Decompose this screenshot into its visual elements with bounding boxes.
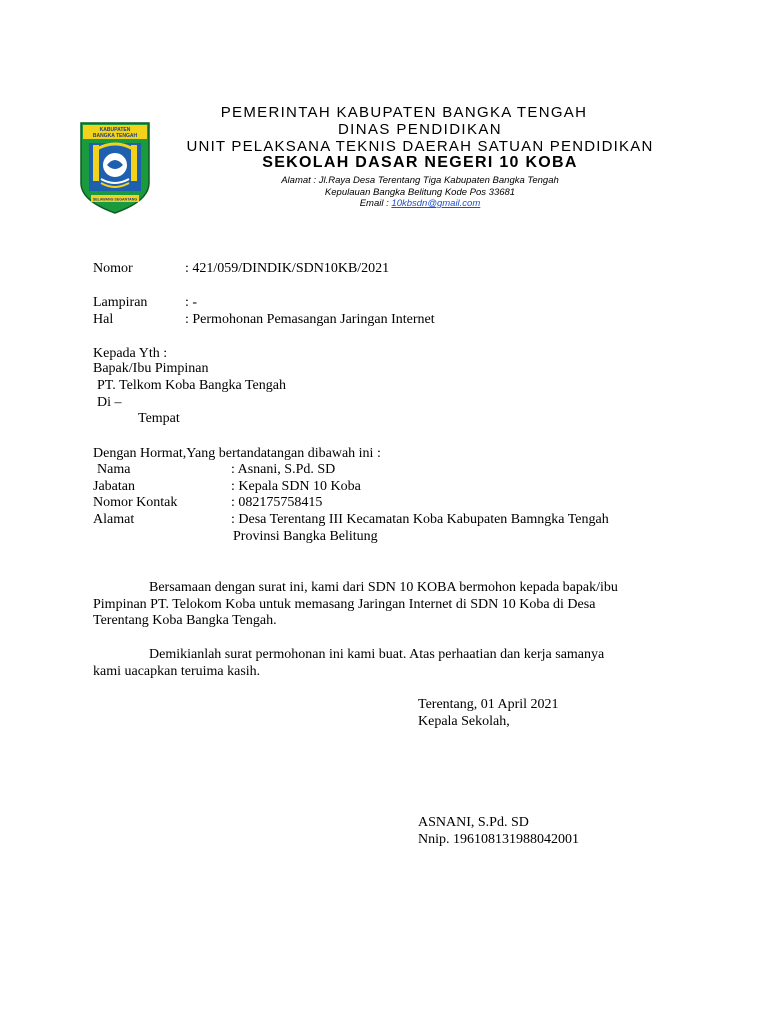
kop-line-3: UNIT PELAKSANA TEKNIS DAERAH SATUAN PENDIDIKAN [186, 138, 654, 155]
paragraph-1-line-3: Terentang Koba Bangka Tengah. [93, 613, 277, 628]
paragraph-1-line-2: Pimpinan PT. Telokom Koba untuk memasang Jaringan Internet di SDN 10 Koba di Desa [93, 597, 596, 612]
lampiran-value: : - [185, 295, 198, 310]
identity-label-kontak: Nomor Kontak [93, 495, 178, 510]
identity-label-alamat: Alamat [93, 512, 135, 527]
identity-label-jabatan: Jabatan [93, 479, 135, 494]
identity-value-kontak: : 082175758415 [231, 495, 323, 510]
place-date: Terentang, 01 April 2021 [418, 697, 559, 712]
email-label: Email : [359, 198, 392, 209]
nomor-value: : 421/059/DINDIK/SDN10KB/2021 [185, 261, 390, 276]
identity-address-cont: Provinsi Bangka Belitung [233, 529, 378, 544]
paragraph-2-line-2: kami uacapkan teruima kasih. [93, 664, 261, 679]
recipient-line-4: Di – [97, 395, 122, 410]
signature-nip: Nnip. 196108131988042001 [418, 832, 579, 847]
paragraph-1-line-1: Bersamaan dengan surat ini, kami dari SDN 10 KOBA bermohon kepada bapak/ibu [149, 580, 618, 595]
email-line [150, 198, 690, 209]
hal-label: Hal [93, 312, 114, 327]
recipient-line-3: PT. Telkom Koba Bangka Tengah [97, 378, 286, 393]
nomor-label: Nomor [93, 261, 133, 276]
identity-label-nama: Nama [97, 462, 131, 477]
kabupaten-logo [79, 121, 151, 215]
identity-value-nama: : Asnani, S.Pd. SD [231, 462, 336, 477]
hal-value: : Permohonan Pemasangan Jaringan Internet [185, 312, 435, 327]
logo-top-text: KABUPATEN [99, 127, 131, 133]
address-line-2: Kepulauan Bangka Belitung Kode Pos 33681 [324, 187, 516, 198]
kop-line-1: PEMERINTAH KABUPATEN BANGKA TENGAH [220, 104, 588, 121]
logo-top-text-2: BANGKA TENGAH [92, 133, 138, 139]
signature-position: Kepala Sekolah, [418, 714, 510, 729]
identity-value-jabatan: : Kepala SDN 10 Koba [231, 479, 361, 494]
paragraph-2-line-1: Demikianlah surat permohonan ini kami buat. Atas perhaatian dan kerja samanya [149, 647, 605, 662]
recipient-line-5: Tempat [138, 411, 180, 426]
logo-bottom-text: SELAWANG SEGANTANG [92, 197, 138, 202]
lampiran-label: Lampiran [93, 295, 148, 310]
recipient-line-1: Kepada Yth : [93, 346, 168, 361]
kop-line-2: DINAS PENDIDIKAN [337, 121, 503, 138]
signature-name: ASNANI, S.Pd. SD [418, 815, 529, 830]
school-name: SEKOLAH DASAR NEGERI 10 KOBA [262, 154, 578, 171]
email-link[interactable]: 10kbsdn@gmail.com [391, 198, 481, 209]
recipient-line-2: Bapak/Ibu Pimpinan [93, 361, 209, 376]
identity-value-alamat: : Desa Terentang III Kecamatan Koba Kabupaten Bamngka Tengah [231, 512, 609, 527]
greeting: Dengan Hormat,Yang bertandatangan dibawah ini : [93, 446, 381, 461]
address-line-1: Alamat : Jl.Raya Desa Terentang Tiga Kabupaten Bangka Tengah [281, 175, 559, 186]
